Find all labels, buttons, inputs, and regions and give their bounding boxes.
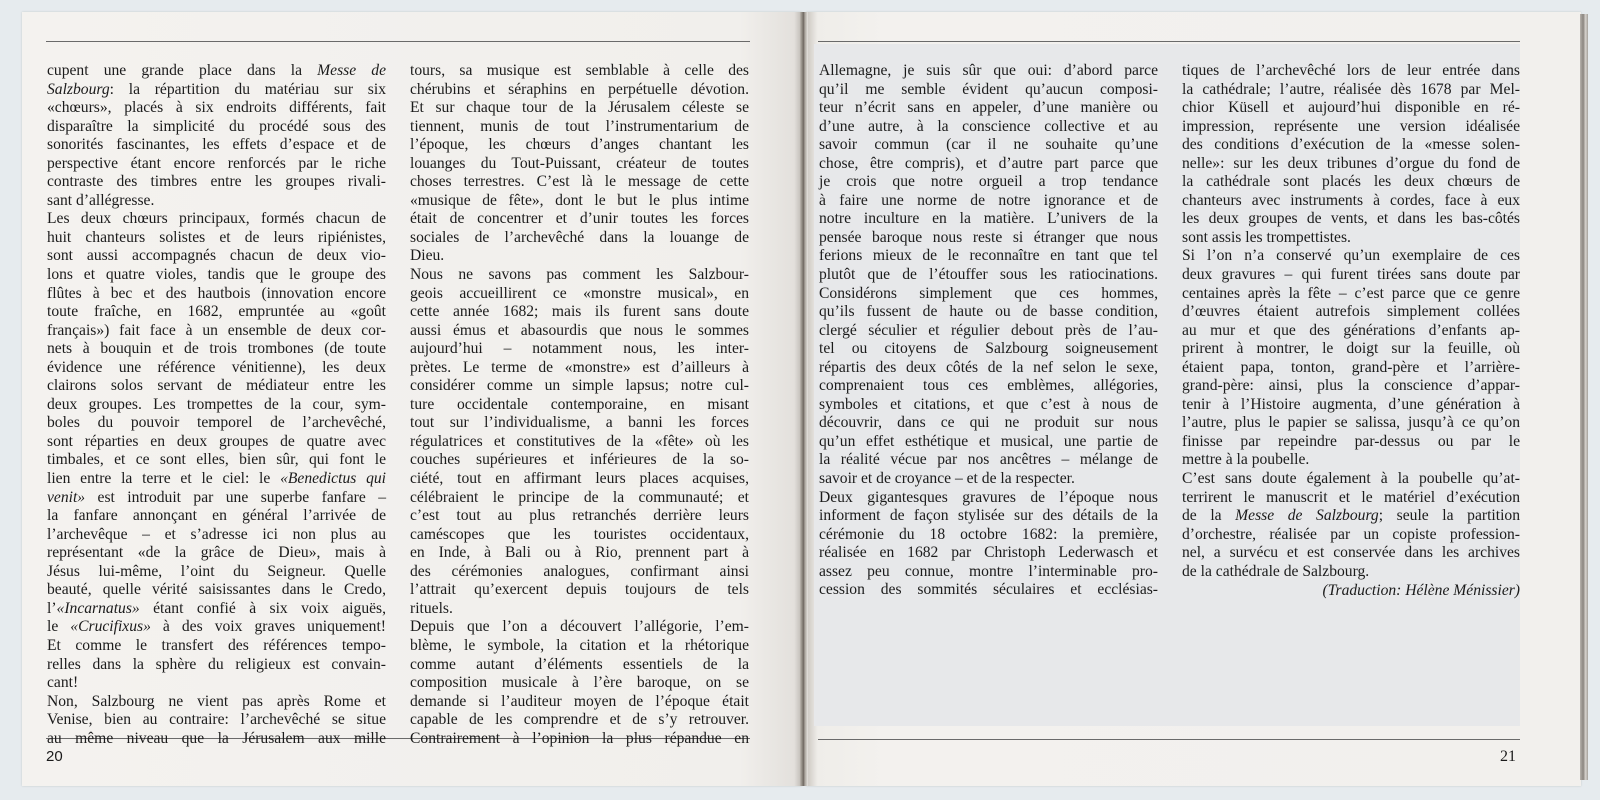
text-line: d’œuvres étaient autrefois simplement collées	[1182, 303, 1520, 321]
text-line: clairons solos servant de médiateur entre les	[47, 377, 386, 395]
text-line: au même niveau que la Jérusalem aux mille	[47, 729, 386, 747]
text-line: flûtes à bec et des hautbois (innovation encore	[47, 284, 386, 302]
text-line: Si l’on n’a conservé qu’un exemplaire de ces	[1182, 247, 1520, 265]
text-line: Les deux chœurs principaux, formés chacun de	[47, 210, 386, 228]
text-line: aujourd’hui – notamment nous, les inter-	[410, 340, 749, 358]
page-number-left: 20	[46, 748, 63, 765]
text-line: tenir à l’Histoire augmenta, d’une génération à	[1182, 395, 1520, 413]
text-line: l’époque, les chœurs d’anges chantant les	[410, 136, 749, 154]
text-line: prirent à montrer, le doigt sur la feuille, où	[1182, 340, 1520, 358]
text-line: de la Messe de Salzbourg; seule la partition	[1182, 507, 1520, 525]
text-line: pensée baroque nous reste si étranger que nous	[819, 228, 1158, 246]
top-rule-right	[818, 41, 1520, 42]
text-line: symboles et citations, et que c’est à nous de	[819, 395, 1158, 413]
text-line: l’archevêque – et s’adresse ici non plus au	[47, 525, 386, 543]
text-line: rituels.	[410, 599, 453, 617]
text-line: ferions mieux de le reconnaître en tant que tel	[819, 247, 1158, 265]
text-line: sant d’allégresse.	[47, 191, 155, 209]
text-line: les deux groupes de vents, et dans les bas-côtés	[1182, 210, 1520, 228]
book-gutter	[800, 12, 808, 786]
text-line: nel, a survécu et est conservée dans les archives	[1182, 544, 1520, 562]
text-line: Nous ne savons pas comment les Salzbour-	[410, 266, 749, 284]
text-line: perspective étant encore renforcés par le riche	[47, 154, 386, 172]
text-line: en Inde, à Bali ou à Rio, prennent part à	[410, 544, 749, 562]
text-line: lons et quatre violes, tandis que le groupe des	[47, 266, 386, 284]
text-line: français») fait face à un ensemble de deux cor-	[47, 321, 386, 339]
page-stack-edge	[1580, 14, 1588, 780]
text-line: toute fraîche, en 1682, empruntée au «goût	[47, 303, 386, 321]
text-line: choses terrestres. C’est là le message de cette	[410, 173, 749, 191]
text-line: sont aussi accompagnés chacun de deux vio-	[47, 247, 386, 265]
text-line: le «Crucifixus» à des voix graves uniquement!	[47, 618, 386, 636]
text-line: blème, le symbole, la citation et la rhétorique	[410, 636, 749, 654]
text-line: huit chanteurs solistes et de leurs ripiénistes,	[47, 228, 386, 246]
text-line: c’est tout au plus retranchés derrière leurs	[410, 507, 749, 525]
text-line: cession des sommités séculaires et ecclésias-	[819, 581, 1158, 599]
text-line: étaient papa, tonton, grand-père et l’arrière-	[1182, 358, 1520, 376]
text-line: chanteurs avec instruments à cordes, face à eux	[1182, 191, 1520, 209]
text-line: demande si l’auditeur moyen de l’époque était	[410, 692, 749, 710]
text-line: cette année 1682; mais ils furent sans doute	[410, 303, 749, 321]
text-line: tiennent, munis de tout l’instrumentarium de	[410, 117, 749, 135]
text-line: «chœurs», placés à six endroits différents, fait	[47, 99, 386, 117]
text-line: Considérons simplement que ces hommes,	[819, 284, 1158, 302]
text-line: tel ou citoyens de Salzbourg soigneusement	[819, 340, 1158, 358]
text-line: évidence une référence vénitienne), les deux	[47, 358, 386, 376]
text-line: Contrairement à l’opinion la plus répandue en	[410, 729, 749, 747]
text-line: l’«Incarnatus» étant confié à six voix aiguës,	[47, 599, 386, 617]
text-line: comprenaient tous ces emblèmes, allégories,	[819, 377, 1158, 395]
text-line: chérubins et séraphins en perpétuelle dévotion.	[410, 80, 749, 98]
text-line: comme autant d’éléments essentiels de la	[410, 655, 749, 673]
left-page-column-1	[47, 62, 386, 748]
text-line: des conditions d’exécution de la «messe solen-	[1182, 136, 1520, 154]
text-line: geois accueillirent ce «monstre musical», en	[410, 284, 749, 302]
left-page-column-2	[410, 62, 749, 748]
text-line: était de concentrer et d’unir toutes les forces	[410, 210, 749, 228]
text-line: Depuis que l’on a découvert l’allégorie, l’em-	[410, 618, 749, 636]
bottom-rule-right	[818, 739, 1520, 740]
text-line: la cathédrale sont placés les deux chœurs de	[1182, 173, 1520, 191]
italic-title: Salzbourg	[47, 80, 110, 98]
text-line: savoir commun (car il ne souhaite qu’une	[819, 136, 1158, 154]
text-line: l’autre, plus le papier se salissa, jusqu’à ce qu’on	[1182, 414, 1520, 432]
text-line: célébraient le principe de la communauté; et	[410, 488, 749, 506]
translation-credit: (Traduction: Hélène Ménissier)	[1322, 582, 1520, 599]
text-line: louanges du Tout-Puissant, créateur de toutes	[410, 154, 749, 172]
text-line: grand-père: ainsi, plus la conscience d’appar-	[1182, 377, 1520, 395]
text-line: la réalité vécue par nos ancêtres – mélange de	[819, 451, 1158, 469]
text-line: Salzbourg: la répartition du matériau sur six	[47, 80, 386, 98]
text-line: timbales, et ce sont elles, bien sûr, qui font le	[47, 451, 386, 469]
text-line: chior Küsell et aujourd’hui disponible en ré-	[1182, 99, 1520, 117]
text-line: tiques de l’archevêché lors de leur entrée dans	[1182, 62, 1520, 79]
italic-title: venit»	[47, 488, 86, 506]
text-line: Jésus lui-même, l’oint du Seigneur. Quelle	[47, 562, 386, 580]
text-line: au mur et que des générations d’enfants ap-	[1182, 321, 1520, 339]
text-line: mettre à la poubelle.	[1182, 451, 1310, 469]
text-line: Deux gigantesques gravures de l’époque nous	[819, 488, 1158, 506]
text-line: Non, Salzbourg ne vient pas après Rome et	[47, 692, 386, 710]
text-line: savoir et de croyance – et de la respecter.	[819, 470, 1075, 488]
text-line: plutôt que de l’étouffer sous les ratiocinations.	[819, 266, 1158, 284]
text-line: ture occidentale contemporaine, en misant	[410, 395, 749, 413]
right-page-column-1	[819, 62, 1158, 600]
text-line: l’attrait qu’exercent depuis toujours de tels	[410, 581, 749, 599]
text-line: notre inculture en la matière. L’univers de la	[819, 210, 1158, 228]
text-line: contraste des timbres entre les groupes rivali-	[47, 173, 386, 191]
text-line: à faire une norme de notre ignorance et de	[819, 191, 1158, 209]
text-line: répartis des deux côtés de la nef selon le sexe,	[819, 358, 1158, 376]
text-line: venit» est introduit par une superbe fanfare –	[47, 488, 386, 506]
text-line: sont réparties en deux groupes de quatre avec	[47, 432, 386, 450]
text-line: teur n’écrit sans en appeler, d’une manière ou	[819, 99, 1158, 117]
text-line: qu’ils fussent de haute ou de basse condition,	[819, 303, 1158, 321]
text-line: qu’un effet esthétique et musical, une partie de	[819, 432, 1158, 450]
text-line: C’est sans doute également à la poubelle qu’at-	[1182, 470, 1520, 488]
text-line: deux gravures – qui furent tirées sans doute par	[1182, 266, 1520, 284]
text-line: nets à bouquin et de trois trombones (de toute	[47, 340, 386, 358]
text-line: de la cathédrale de Salzbourg.	[1182, 562, 1370, 580]
text-line: Et sur chaque tour de la Jérusalem céleste se	[410, 99, 749, 117]
text-line: Venise, bien au contraire: l’archevêché se situe	[47, 711, 386, 729]
text-line: caméscopes que les touristes occidentaux,	[410, 525, 749, 543]
text-line: sociales de l’archevêché dans la louange de	[410, 228, 749, 246]
top-rule-left	[46, 41, 750, 42]
text-line: Dieu.	[410, 247, 445, 265]
text-line: «musique de fête», dont le but le plus intime	[410, 191, 749, 209]
text-line: relles dans la sphère du religieux est convain-	[47, 655, 386, 673]
text-line: représentant «de la grâce de Dieu», mais à	[47, 544, 386, 562]
text-line: sonorités fascinantes, les effets d’espace et de	[47, 136, 386, 154]
text-line: finisse par repeindre par-dessus ou par le	[1182, 432, 1520, 450]
text-line: tout sur l’individualisme, a banni les forces	[410, 414, 749, 432]
text-line: découvrir, dans ce qui ne produit sur nous	[819, 414, 1158, 432]
italic-title: «Crucifixus»	[70, 618, 151, 636]
text-line: d’orchestre, réalisée par un copiste profession-	[1182, 525, 1520, 543]
text-line: centaines après la fête – c’est parce que ce genre	[1182, 284, 1520, 302]
text-line: Allemagne, je suis sûr que oui: d’abord parce	[819, 62, 1158, 79]
text-line: considérer comme un simple lapsus; notre cul-	[410, 377, 749, 395]
text-line: disparaître la simplicité du procédé sous des	[47, 117, 386, 135]
italic-title: Messe de Salzbourg	[1235, 507, 1379, 525]
text-line: sont assis les trompettistes.	[1182, 228, 1351, 246]
text-line: Et comme le transfert des références tempo-	[47, 636, 386, 654]
italic-title: «Incarnatus»	[56, 599, 140, 617]
text-line: réalisée en 1682 par Christoph Lederwasch et	[819, 544, 1158, 562]
text-line: assez peu connue, montre l’interminable pro-	[819, 562, 1158, 580]
text-line: beauté, quelle vérité saisissantes dans le Credo,	[47, 581, 386, 599]
text-line: la cathédrale; l’autre, réalisée dès 1678 par Mel-	[1182, 80, 1520, 98]
text-line: qu’il me semble évident qu’aucun composi-	[819, 80, 1158, 98]
text-line: composition musicale à l’ère baroque, on se	[410, 674, 749, 692]
page-number-right: 21	[1500, 748, 1516, 765]
text-line: cérémonie du 18 octobre 1682: la première,	[819, 525, 1158, 543]
text-line: aussi émus et abasourdis que nous le sommes	[410, 321, 749, 339]
text-line: deux groupes. Les trompettes de la cour, sym-	[47, 395, 386, 413]
text-line: je crois que notre orgueil a trop tendance	[819, 173, 1158, 191]
text-line: boles du pouvoir temporel de l’archevêché,	[47, 414, 386, 432]
text-line: lien entre la terre et le ciel: le «Benedictus qui	[47, 470, 386, 488]
text-line: impression, représente une version idéalisée	[1182, 117, 1520, 135]
italic-title: «Benedictus qui	[280, 470, 386, 488]
text-line: terrirent le manuscrit et le matériel d’exécution	[1182, 488, 1520, 506]
text-line: cupent une grande place dans la Messe de	[47, 62, 386, 79]
text-line: la fanfare annonçant en général l’arrivée de	[47, 507, 386, 525]
text-line: couches supérieures et inférieures de la so-	[410, 451, 749, 469]
text-line: régulatrices et constitutives de la «fête» où les	[410, 432, 749, 450]
text-line: capable de les comprendre et de s’y retrouver.	[410, 711, 749, 729]
text-line: ciété, tout en affirmant leurs places acquises,	[410, 470, 749, 488]
text-line: d’une autre, à la conscience collective et au	[819, 117, 1158, 135]
text-line: clergé séculier et régulier debout près de l’au-	[819, 321, 1158, 339]
text-line: informent de façon stylisée sur des détails de la	[819, 507, 1158, 525]
text-line: prètes. Le terme de «monstre» est d’ailleurs à	[410, 358, 749, 376]
italic-title: Messe de	[317, 62, 386, 79]
translation-credit-block	[1182, 582, 1520, 601]
text-line: cant!	[47, 674, 79, 692]
text-line: chose, être compris), et d’autre part parce que	[819, 154, 1158, 172]
text-line: des cérémonies analogues, confirmant ainsi	[410, 562, 749, 580]
right-page-column-2	[1182, 62, 1520, 581]
text-line: tours, sa musique est semblable à celle des	[410, 62, 749, 79]
text-line: nelle»: sur les deux tribunes d’orgue du fond de	[1182, 154, 1520, 172]
